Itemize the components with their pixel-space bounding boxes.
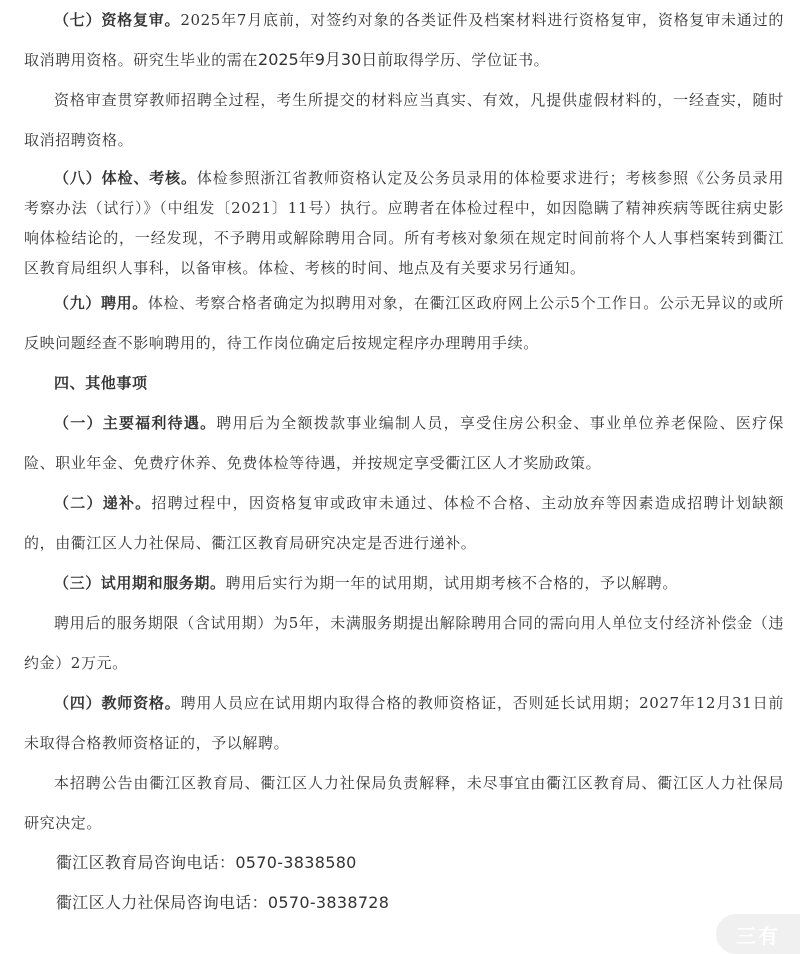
paragraph-heading: （四）教师资格。 <box>54 694 181 712</box>
watermark-text: 三有 <box>736 923 780 948</box>
paragraph-text: 聘用后实行为期一年的试用期，试用期考核不合格的，予以解聘。 <box>225 574 679 592</box>
paragraph-medical-assessment <box>24 160 784 283</box>
paragraph-heading: （七）资格复审。 <box>54 11 181 29</box>
deadline-highlight: 2025年9月30日前 <box>258 50 394 69</box>
paragraph-service-period <box>24 603 784 683</box>
paragraph-text: 聘用后的服务期限（含试用期）为5年，未满服务期提出解除聘用合同的需向用人单位支付经济补偿金（违约金）2万元。 <box>24 614 784 672</box>
paragraph-review-throughout <box>24 80 784 160</box>
paragraph-teacher-qualification <box>24 683 784 763</box>
watermark-logo <box>716 914 800 954</box>
paragraph-heading: （八）体检、考核。 <box>54 169 197 187</box>
paragraph-qualification-review <box>24 0 784 80</box>
contact-hr-bureau <box>24 883 784 923</box>
paragraph-text: 取得学历、学位证书。 <box>393 51 550 69</box>
paragraph-hiring <box>24 283 784 363</box>
paragraph-replacement <box>24 483 784 563</box>
contact-phone: 0570-3838580 <box>235 853 357 872</box>
paragraph-text: 资格审查贯穿教师招聘全过程，考生所提交的材料应当真实、有效，凡提供虚假材料的，一经查实，随时取消招聘资格。 <box>24 91 784 149</box>
paragraph-text: 聘用后为全额拨款事业编制人员，享受住房公积金、事业单位养老保险、医疗保险、职业年金、免费疗休养、免费体检等待遇，并按规定享受衢江区人才奖励政策。 <box>24 414 784 472</box>
paragraph-heading: （一）主要福利待遇。 <box>54 414 217 432</box>
paragraph-benefits <box>24 403 784 483</box>
contact-label: 衢江区人力社保局咨询电话： <box>56 893 268 912</box>
contact-label: 衢江区教育局咨询电话： <box>56 853 236 872</box>
paragraph-heading: （九）聘用。 <box>54 294 148 312</box>
paragraph-probation <box>24 563 784 603</box>
section-title-other-matters: 四、其他事项 <box>54 374 148 392</box>
paragraph-text: 招聘过程中，因资格复审或政审未通过、体检不合格、主动放弃等因素造成招聘计划缺额的，由衢江区人力社保局、衢江区教育局研究决定是否进行递补。 <box>24 494 784 552</box>
paragraph-heading: （二）递补。 <box>54 494 152 512</box>
paragraph-text: 体检参照浙江省教师资格认定及公务员录用的体检要求进行；考核参照《公务员录用考察办法（试行）》（中组发〔2021〕11号）执行。应聘者在体检过程中，如因隐瞒了精神疾病等既往病史影响体检结论的，一经发现，不予聘用或解除聘用合同。所有考核对象须在规定时间前将个人人事档案转到衢江区教育局组织人事科，以备审核。体检、考核的时间、地点及有关要求另行通知。 <box>24 169 784 277</box>
paragraph-text: 2025年7月底前，对签约对象的各类证件及档案材料进行资格复审，资格复审未通过的取消聘用资格。研究生毕业的需在 <box>24 11 784 69</box>
paragraph-text: 聘用人员应在试用期内取得合格的教师资格证，否则延长试用期；2027年12月31日前未取得合格教师资格证的，予以解聘。 <box>24 694 784 752</box>
paragraph-interpretation <box>24 763 784 843</box>
contact-education-bureau <box>24 843 784 883</box>
paragraph-text: 本招聘公告由衢江区教育局、衢江区人力社保局负责解释，未尽事宜由衢江区教育局、衢江区人力社保局研究决定。 <box>24 774 784 832</box>
paragraph-text: 体检、考察合格者确定为拟聘用对象，在衢江区政府网上公示5个工作日。公示无异议的或所反映问题经查不影响聘用的，待工作岗位确定后按规定程序办理聘用手续。 <box>24 294 784 352</box>
contact-phone: 0570-3838728 <box>267 893 390 912</box>
paragraph-heading: （三）试用期和服务期。 <box>54 574 226 592</box>
document-body <box>24 0 784 923</box>
